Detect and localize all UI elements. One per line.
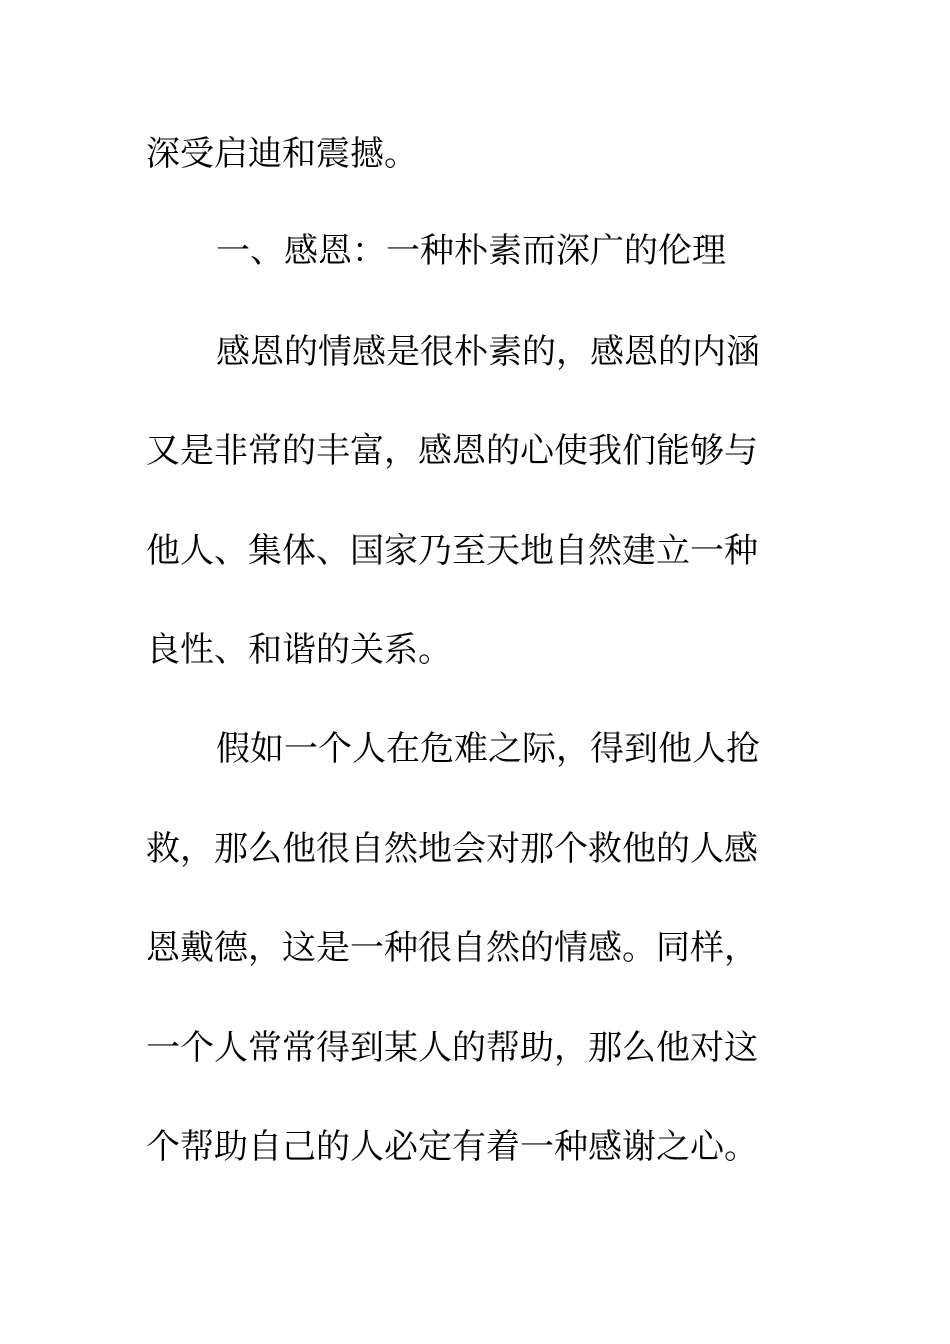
text-line: 恩戴德，这是一种很自然的情感。同样， [146,928,758,968]
text-line: 救，那么他很自然地会对那个救他的人感 [146,829,758,869]
text-line: 个帮助自己的人必定有着一种感谢之心。 [146,1127,758,1167]
section-heading: 一、感恩：一种朴素而深广的伦理 [216,231,726,271]
text-line: 一个人常常得到某人的帮助，那么他对这 [146,1028,758,1068]
text-line: 良性、和谐的关系。 [146,630,452,670]
text-line: 感恩的情感是很朴素的，感恩的内涵 [216,332,760,372]
text-line: 又是非常的丰富，感恩的心使我们能够与 [146,431,758,471]
text-line: 假如一个人在危难之际，得到他人抢 [216,729,760,769]
text-line: 深受启迪和震撼。 [146,134,418,174]
text-line: 他人、集体、国家乃至天地自然建立一种 [146,531,758,571]
